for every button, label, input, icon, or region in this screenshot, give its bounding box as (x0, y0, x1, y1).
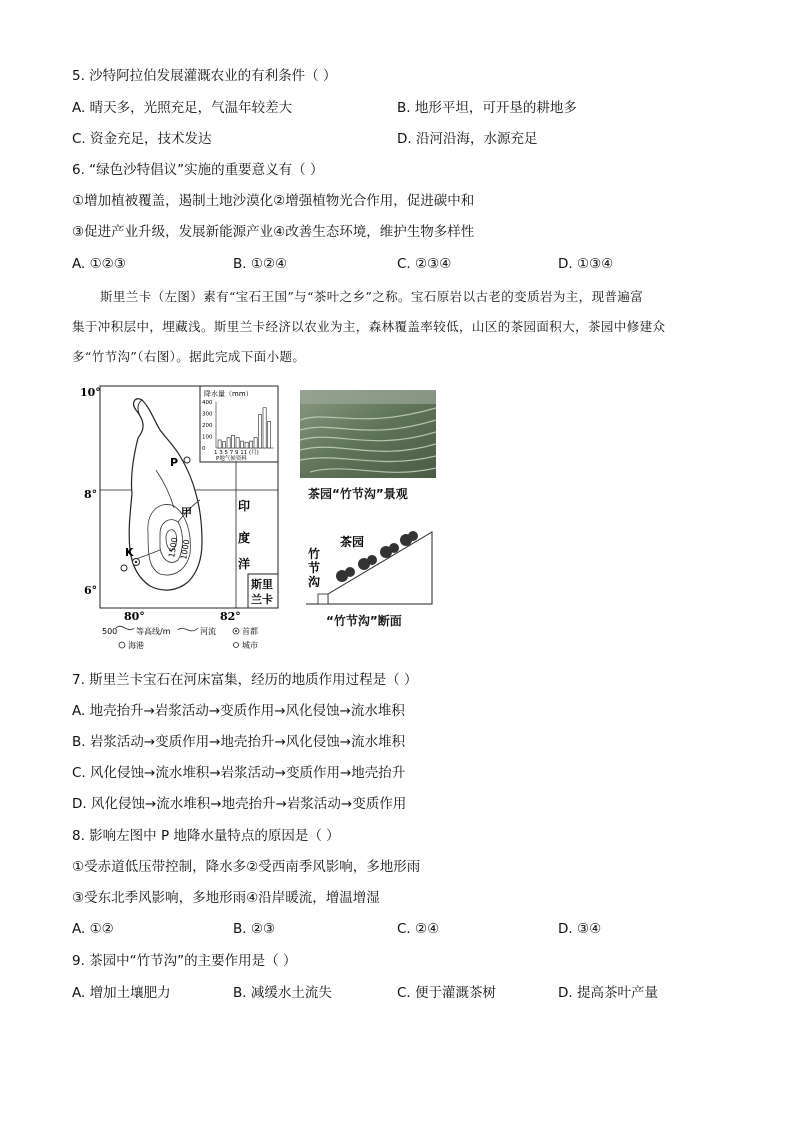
inset-bar-month-5 (236, 438, 239, 448)
legend-port: 海港 (128, 641, 144, 650)
q6-option-d: D. ①③④ (558, 256, 614, 272)
inset-y-tick: 100 (202, 434, 213, 441)
svg-text:度: 度 (238, 531, 251, 545)
contour-label-1000: 1000 (179, 538, 192, 561)
inset-bar-month-2 (223, 442, 226, 448)
inset-bar-month-6 (241, 441, 244, 448)
ditch-step (318, 594, 328, 604)
q6-option-a: A. ①②③ (72, 256, 126, 272)
inset-y-tick: 200 (202, 423, 213, 429)
section-tea-label: 茶园 (340, 535, 365, 549)
inset-bar-month-9 (254, 438, 257, 448)
photo-caption: 茶园“竹节沟”景观 (308, 487, 408, 501)
q9-stem: 9. 茶园中“竹节沟”的主要作用是（ ） (72, 953, 297, 969)
passage-line-2: 集于冲积层中，埋藏浅。斯里兰卡经济以农业为主，森林覆盖率较低，山区的茶园面积大，茶园中修建众 (72, 319, 666, 334)
lat-6-label: 6° (84, 584, 98, 597)
inset-y-tick: 0 (202, 446, 206, 452)
inset-bar-month-1 (218, 440, 221, 448)
inset-bar-month-4 (232, 435, 235, 448)
legend-contour: 等高线/m (136, 627, 171, 636)
port-marker (121, 565, 127, 571)
q5-option-a: A. 晴天多，光照充足，气温年较差大 (72, 100, 293, 116)
tea-terrace-photo (300, 390, 436, 478)
q9-option-a: A. 增加土壤肥力 (72, 985, 171, 1001)
inset-bar-month-3 (227, 438, 230, 448)
passage-line-3: 多“竹节沟”（右图）。据此完成下面小题。 (72, 349, 306, 364)
q6-option-c: C. ②③④ (397, 256, 452, 272)
inset-bar-month-7 (245, 442, 248, 448)
q8-statement-2: ③受东北季风影响，多地形雨④沿岸暖流，增温增湿 (72, 890, 380, 906)
inset-bar-month-12 (268, 422, 271, 448)
inset-x-ticks: 1 3 5 7 9 11 (月) (214, 450, 259, 456)
q8-option-a: A. ①② (72, 921, 114, 937)
label-k: K (125, 546, 134, 559)
q8-statement-1: ①受赤道低压带控制，降水多②受西南季风影响，多地形雨 (72, 859, 421, 875)
label-jia: 甲 (181, 506, 192, 519)
q9-option-b: B. 减缓水土流失 (233, 985, 332, 1001)
legend-capital: 首都 (242, 627, 258, 636)
legend-city: 城市 (242, 641, 258, 650)
section-ditch-label-3: 沟 (308, 575, 321, 589)
legend-river: 河流 (200, 627, 216, 636)
q8-option-b: B. ②③ (233, 921, 276, 937)
inset-y-tick: 300 (202, 411, 213, 418)
section-caption: “竹节沟”断面 (326, 614, 402, 628)
city-p-marker (184, 457, 190, 463)
label-p: P (170, 456, 179, 469)
inset-title: 降水量（mm） (204, 390, 253, 398)
q5-option-c: C. 资金充足，技术发达 (72, 131, 212, 147)
svg-text:印: 印 (238, 499, 251, 513)
q9-option-d: D. 提高茶叶产量 (558, 985, 658, 1001)
contour-label-1500: 1500 (167, 536, 180, 559)
q7-option-a: A. 地壳抬升→岩浆活动→变质作用→风化侵蚀→流水堆积 (72, 703, 405, 719)
ditch-cross-section (306, 524, 436, 608)
legend-contour-value: 500 (102, 627, 118, 636)
q7-option-b: B. 岩浆活动→变质作用→地壳抬升→风化侵蚀→流水堆积 (72, 734, 406, 750)
country-label-1: 斯里 (251, 578, 273, 591)
capital-k-dot (135, 561, 137, 563)
q6-option-b: B. ①②④ (233, 256, 288, 272)
q8-option-d: D. ③④ (558, 921, 602, 937)
q7-stem: 7. 斯里兰卡宝石在河床富集，经历的地质作用过程是（ ） (72, 672, 418, 688)
q6-stem: 6. “绿色沙特倡议”实施的重要意义有（ ） (72, 162, 324, 178)
q8-stem: 8. 影响左图中 P 地降水量特点的原因是（ ） (72, 828, 340, 844)
inset-caption: P地气候资料 (216, 456, 247, 462)
island-outline (129, 399, 202, 590)
lat-10-label: 10° (80, 386, 101, 399)
section-ditch-label-1: 竹 (308, 547, 321, 561)
country-label-2: 兰卡 (251, 593, 273, 606)
q9-option-c: C. 便于灌溉茶树 (397, 985, 497, 1001)
lat-8-label: 8° (84, 488, 98, 501)
inset-y-tick: 400 (202, 400, 213, 406)
lon-82-label: 82° (220, 610, 241, 623)
ocean-label (238, 498, 250, 571)
lon-80-label: 80° (124, 610, 145, 623)
inset-bar-month-11 (263, 408, 266, 448)
sri-lanka-map (78, 382, 298, 654)
q8-option-c: C. ②④ (397, 921, 440, 937)
inset-bar-month-8 (250, 441, 253, 448)
q6-statement-2: ③促进产业升级，发展新能源产业④改善生态环境，维护生物多样性 (72, 224, 475, 240)
q6-statement-1: ①增加植被覆盖，遏制土地沙漠化②增强植物光合作用，促进碳中和 (72, 193, 475, 209)
q5-option-d: D. 沿河沿海，水源充足 (397, 131, 538, 147)
q7-option-d: D. 风化侵蚀→流水堆积→地壳抬升→岩浆活动→变质作用 (72, 796, 407, 812)
section-ditch-label-2: 节 (308, 561, 321, 575)
svg-text:洋: 洋 (238, 557, 251, 571)
inset-bar-month-10 (259, 415, 262, 448)
q7-option-c: C. 风化侵蚀→流水堆积→岩浆活动→变质作用→地壳抬升 (72, 765, 406, 781)
q5-stem: 5. 沙特阿拉伯发展灌溉农业的有利条件（ ） (72, 68, 337, 84)
q5-option-b: B. 地形平坦，可开垦的耕地多 (397, 100, 577, 116)
passage-line-1: 斯里兰卡（左图）素有“宝石王国”与“茶叶之乡”之称。宝石原岩以古老的变质岩为主，现普遍富 (100, 289, 644, 304)
